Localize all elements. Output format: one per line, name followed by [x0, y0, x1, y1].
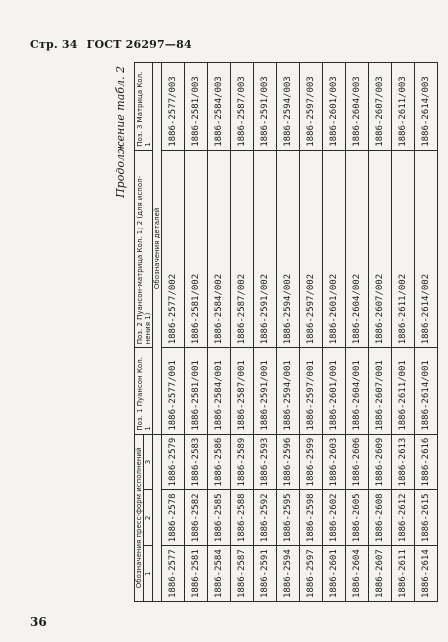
- table-cell: 1886-2581/001: [185, 348, 208, 434]
- table-cell: 1886-2587/003: [231, 63, 254, 151]
- table-row: [162, 63, 185, 602]
- table-cell: 1886-2597/003: [300, 63, 323, 151]
- table-cell: 1886-2599: [300, 434, 323, 490]
- table-cell: 1886-2587/002: [231, 150, 254, 348]
- table-cell: 1886-2597/001: [300, 348, 323, 434]
- col-header-pos1: Поз. 1 Пуансон Кол. 1: [135, 348, 153, 434]
- table-cell: 1886-2583: [185, 434, 208, 490]
- table-cell: 1886-2591/001: [254, 348, 277, 434]
- table-cell: 1886-2584: [208, 546, 231, 602]
- table-cell: 1886-2609: [369, 434, 392, 490]
- continuation-label: Продолжение табл. 2: [114, 66, 127, 198]
- page-number: 36: [30, 615, 47, 629]
- table-cell: 1886-2587: [231, 546, 254, 602]
- table-cell: 1886-2585: [208, 490, 231, 546]
- table-cell: 1886-2601: [323, 546, 346, 602]
- table-cell: 1886-2584/002: [208, 150, 231, 348]
- table-cell: 1886-2588: [231, 490, 254, 546]
- table-cell: 1886-2606: [346, 434, 369, 490]
- col-number-2: 2: [144, 490, 153, 546]
- col-header-pos3: Поз. 3 Матрица Кол. 1: [135, 63, 153, 151]
- table-cell: 1886-2598: [300, 490, 323, 546]
- table-cell: 1886-2584/003: [208, 63, 231, 151]
- table-row: [392, 63, 415, 602]
- table-cell: 1886-2602: [323, 490, 346, 546]
- table-row: [208, 63, 231, 602]
- table-cell: 1886-2595: [277, 490, 300, 546]
- table-cell: 1886-2587/001: [231, 348, 254, 434]
- table-cell: 1886-2591/002: [254, 150, 277, 348]
- table-cell: 1886-2591/003: [254, 63, 277, 151]
- spacer-cell: [153, 434, 162, 601]
- table-cell: 1886-2611/003: [392, 63, 415, 151]
- table-cell: 1886-2589: [231, 434, 254, 490]
- table-cell: 1886-2604/003: [346, 63, 369, 151]
- page-label: Стр. 34: [30, 38, 78, 51]
- table-cell: 1886-2614: [415, 546, 438, 602]
- table-row: [277, 63, 300, 602]
- table-row: [415, 63, 438, 602]
- table-cell: 1886-2594: [277, 546, 300, 602]
- table-cell: 1886-2592: [254, 490, 277, 546]
- table-row: [231, 63, 254, 602]
- table-cell: 1886-2614/001: [415, 348, 438, 434]
- col-header-pos2: Поз. 2 Пуансон-матрица Кол. 1; 2 (для испол- нения 1): [135, 150, 153, 348]
- rotated-table-area: [112, 62, 431, 602]
- table-cell: 1886-2594/001: [277, 348, 300, 434]
- table-row: [346, 63, 369, 602]
- table-cell: 1886-2611/002: [392, 150, 415, 348]
- table-cell: 1886-2597: [300, 546, 323, 602]
- page-header: [30, 38, 197, 51]
- table-cell: 1886-2608: [369, 490, 392, 546]
- table-cell: 1886-2582: [185, 490, 208, 546]
- table-cell: 1886-2579: [162, 434, 185, 490]
- rotated-page-content: [112, 62, 431, 602]
- table-cell: 1886-2607/001: [369, 348, 392, 434]
- designations-table: [134, 62, 438, 602]
- col-number-3: 3: [144, 434, 153, 490]
- table-cell: 1886-2601/003: [323, 63, 346, 151]
- table-cell: 1886-2603: [323, 434, 346, 490]
- table-cell: 1886-2613: [392, 434, 415, 490]
- standard-label: ГОСТ 26297—84: [86, 38, 192, 51]
- table-cell: 1886-2577/002: [162, 150, 185, 348]
- table-cell: 1886-2581/003: [185, 63, 208, 151]
- table-cell: 1886-2605: [346, 490, 369, 546]
- table-cell: 1886-2593: [254, 434, 277, 490]
- table-cell: 1886-2611/001: [392, 348, 415, 434]
- table-cell: 1886-2577/003: [162, 63, 185, 151]
- table-cell: 1886-2584/001: [208, 348, 231, 434]
- table-cell: 1886-2597/002: [300, 150, 323, 348]
- table-body: [162, 63, 438, 602]
- table-cell: 1886-2601/002: [323, 150, 346, 348]
- table-cell: 1886-2578: [162, 490, 185, 546]
- table-cell: 1886-2604: [346, 546, 369, 602]
- table-cell: 1886-2604/001: [346, 348, 369, 434]
- table-row: [369, 63, 392, 602]
- table-cell: 1886-2607: [369, 546, 392, 602]
- table-row: [300, 63, 323, 602]
- table-row: [323, 63, 346, 602]
- table-cell: 1886-2596: [277, 434, 300, 490]
- table-row: [185, 63, 208, 602]
- table-cell: 1886-2591: [254, 546, 277, 602]
- table-cell: 1886-2614/002: [415, 150, 438, 348]
- table-cell: 1886-2604/002: [346, 150, 369, 348]
- table-cell: 1886-2594/003: [277, 63, 300, 151]
- table-cell: 1886-2612: [392, 490, 415, 546]
- table-cell: 1886-2594/002: [277, 150, 300, 348]
- col-number-1: 1: [144, 546, 153, 602]
- parts-header: Обозначения деталей: [153, 63, 162, 435]
- table-row: [254, 63, 277, 602]
- group-header: Обозначения пресс-форм исполнений: [135, 434, 144, 601]
- table-cell: 1886-2581: [185, 546, 208, 602]
- table-cell: 1886-2607/003: [369, 63, 392, 151]
- table-cell: 1886-2581/002: [185, 150, 208, 348]
- table-cell: 1886-2586: [208, 434, 231, 490]
- table-cell: 1886-2615: [415, 490, 438, 546]
- table-cell: 1886-2577: [162, 546, 185, 602]
- table-cell: 1886-2607/002: [369, 150, 392, 348]
- table-cell: 1886-2614/003: [415, 63, 438, 151]
- table-cell: 1886-2601/001: [323, 348, 346, 434]
- table-cell: 1886-2616: [415, 434, 438, 490]
- table-cell: 1886-2577/001: [162, 348, 185, 434]
- table-cell: 1886-2611: [392, 546, 415, 602]
